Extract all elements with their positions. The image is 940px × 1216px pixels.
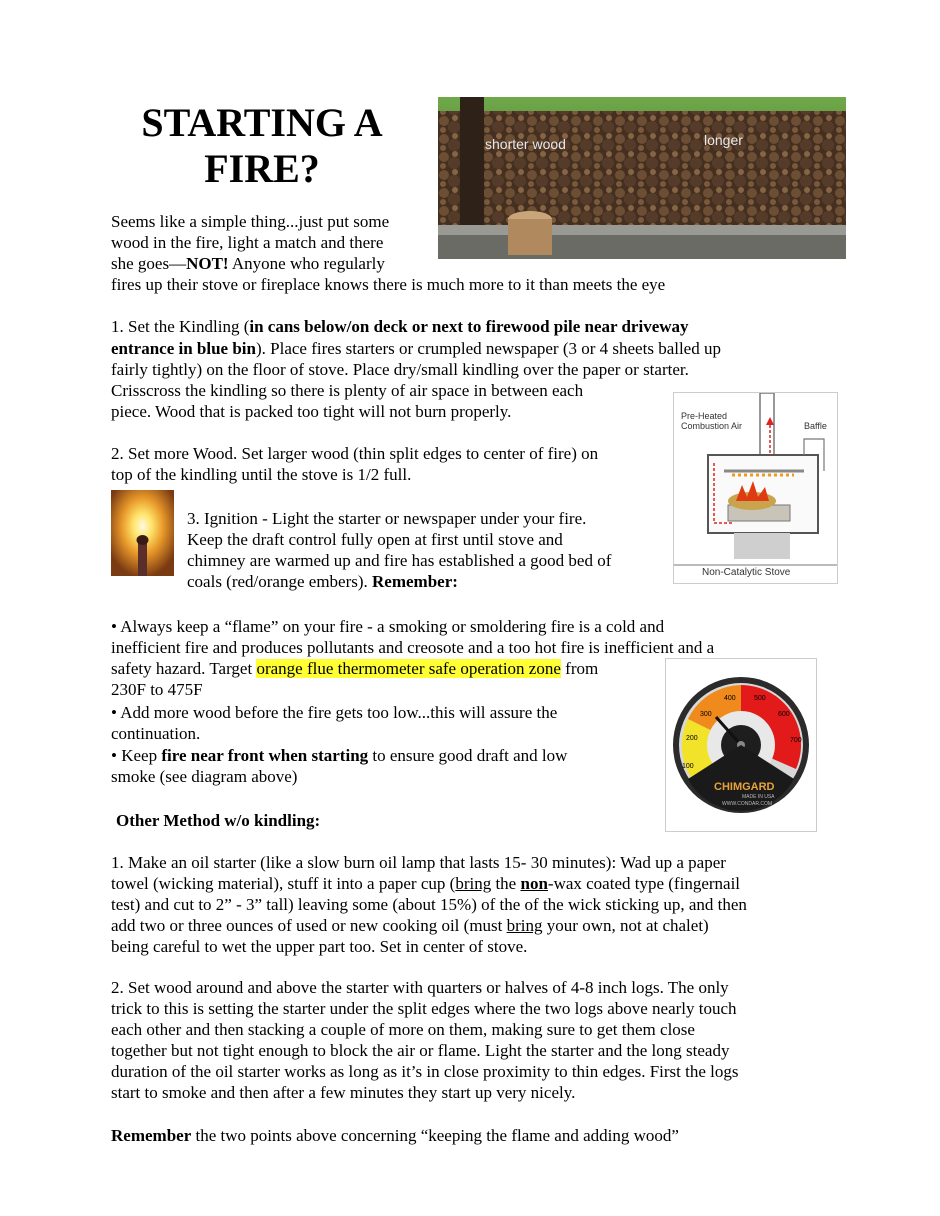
stove-label-air-2: Combustion Air: [681, 421, 743, 431]
step3-line-1: 3. Ignition - Light the starter or newspaper under your fire.: [187, 509, 587, 528]
other-p2-line-1: 2. Set wood around and above the starter with quarters or halves of 4-8 inch logs. The only: [111, 978, 729, 997]
thermometer-tick-400: 400: [724, 695, 736, 702]
step1-line-2: entrance in blue bin). Place fires starters or crumpled newspaper (3 or 4 sheets balled up: [111, 339, 721, 358]
wood-label-short: shorter wood: [485, 136, 566, 152]
flue-thermometer-photo: [665, 658, 817, 832]
thermometer-brand: CHIMGARD: [714, 781, 775, 793]
other-p2-line-4: together but not tight enough to block the air or flame. Light the starter and the long steady: [111, 1041, 730, 1060]
bullet-1-line-2: inefficient fire and produces pollutants and creosote and a too hot fire is inefficient and a: [111, 638, 715, 657]
other-p2-line-5: duration of the oil starter works as long as it’s in close proximity to thin edges. First the logs: [111, 1062, 739, 1081]
step1-line-3: fairly tightly) on the floor of stove. Place dry/small kindling over the paper or starter.: [111, 360, 689, 379]
other-p2-line-3: each other and then stacking a couple of more on them, making sure to get them close: [111, 1020, 695, 1039]
other-p2-line-2: trick to this is setting the starter under the split edges where the two logs above nearly touch: [111, 999, 737, 1018]
thermometer-tick-100: 100: [682, 763, 694, 770]
stove-caption: Non-Catalytic Stove: [702, 567, 791, 578]
intro-line-1: Seems like a simple thing...just put some: [111, 212, 390, 231]
other-p1-line-3: test) and cut to 2” - 3” tall) leaving some (about 15%) of the of the wick sticking up, and then: [111, 895, 747, 914]
stove-label-air-1: Pre-Heated: [681, 411, 728, 421]
other-p1-line-5: being careful to wet the upper part too. Set in center of stove.: [111, 937, 528, 956]
step1-line-1: 1. Set the Kindling (in cans below/on deck or next to firewood pile near driveway: [111, 317, 689, 336]
bullet-2-line-1: • Add more wood before the fire gets too low...this will assure the: [111, 703, 558, 722]
stove-diagram: [673, 392, 838, 584]
stove-label-baffle: Baffle: [804, 421, 827, 431]
title-line-1: STARTING A: [141, 100, 383, 145]
other-p2-line-6: start to smoke and then after a few minutes they start up very nicely.: [111, 1083, 576, 1102]
thermometer-tick-300: 300: [700, 711, 712, 718]
intro-line-3: she goes—NOT! Anyone who regularly: [111, 254, 385, 273]
thermometer-tick-200: 200: [686, 735, 698, 742]
bullet-3-line-2: smoke (see diagram above): [111, 767, 298, 786]
other-p1-line-4: add two or three ounces of used or new cooking oil (must bring your own, not at chalet): [111, 916, 709, 935]
step3-line-2: Keep the draft control fully open at first until stove and: [187, 530, 563, 549]
intro-line-4: fires up their stove or fireplace knows there is much more to it than meets the eye: [111, 275, 666, 294]
intro-line-2: wood in the fire, light a match and there: [111, 233, 384, 252]
step1-line-4: Crisscross the kindling so there is plenty of air space in between each: [111, 381, 584, 400]
wood-label-long: longer: [704, 132, 743, 148]
step3-line-4: coals (red/orange embers). Remember:: [187, 572, 458, 591]
match-flame-photo: [111, 490, 174, 576]
bullet-3-line-1: • Keep fire near front when starting to ensure good draft and low: [111, 746, 568, 765]
step2-line-2: top of the kindling until the stove is 1/2 full.: [111, 465, 412, 484]
closing-remember: Remember the two points above concerning “keeping the flame and adding wood”: [111, 1126, 679, 1145]
thermometer-tick-600: 600: [778, 711, 790, 718]
highlighted-safe-zone: orange flue thermometer safe operation zone: [256, 659, 561, 678]
woodpile-photo: [438, 97, 846, 259]
other-p1-line-2: towel (wicking material), stuff it into a paper cup (bring the non-wax coated type (fingernail: [111, 874, 741, 893]
step2-line-1: 2. Set more Wood. Set larger wood (thin split edges to center of fire) on: [111, 444, 599, 463]
thermometer-tick-700: 700: [790, 737, 802, 744]
page-title: [112, 100, 412, 192]
step3-line-3: chimney are warmed up and fire has established a good bed of: [187, 551, 612, 570]
other-method-heading: Other Method w/o kindling:: [116, 811, 321, 830]
thermometer-url: WWW.CONDAR.COM: [722, 801, 772, 807]
thermometer-made: MADE IN USA: [742, 794, 775, 800]
bullet-1-line-4: 230F to 475F: [111, 680, 203, 699]
bullet-1-line-3: safety hazard. Target orange flue thermometer safe operation zone from: [111, 659, 599, 678]
title-line-2: FIRE?: [204, 146, 320, 191]
thermometer-tick-500: 500: [754, 695, 766, 702]
bullet-1-line-1: • Always keep a “flame” on your fire - a smoking or smoldering fire is a cold and: [111, 617, 665, 636]
other-p1-line-1: 1. Make an oil starter (like a slow burn oil lamp that lasts 15- 30 minutes): Wad up a paper: [111, 853, 726, 872]
bullet-2-line-2: continuation.: [111, 724, 201, 743]
step1-line-5: piece. Wood that is packed too tight will not burn properly.: [111, 402, 512, 421]
